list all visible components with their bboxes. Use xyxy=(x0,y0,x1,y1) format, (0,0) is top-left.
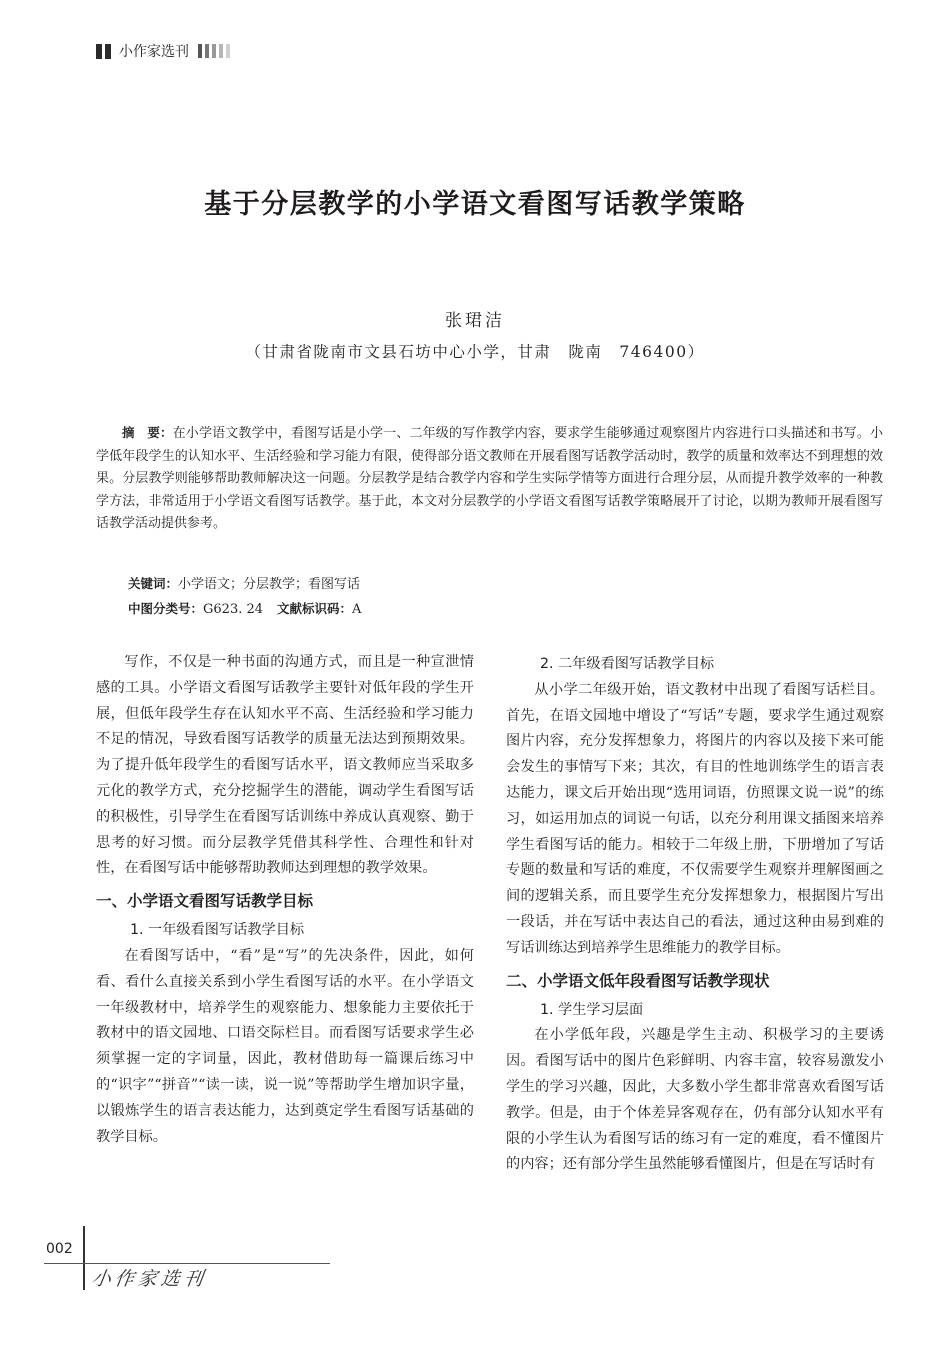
subsection-heading-1-1: 1. 一年级看图写话教学目标 xyxy=(130,922,305,939)
journal-name: 小作家选刊 xyxy=(119,44,189,60)
subsection-heading-1-2: 2. 二年级看图写话教学目标 xyxy=(540,656,715,672)
keywords-label: 关键词： xyxy=(128,576,179,591)
classification-line xyxy=(128,598,361,621)
section-heading-2: 二、小学语文低年段看图写话教学现状 xyxy=(506,971,770,990)
paragraph-2-1: 在小学低年段，兴趣是学生主动、积极学习的主要诱因。看图写话中的图片色彩鲜明、内容丰富，较容易激发小学生的学习兴趣，因此，大多数小学生都非常喜欢看图写话教学。但是，由于个体差异客观存在，仍有部分认知水平有限的小学生认为看图写话的练习有一定的难度，看不懂图片的内容；还有部分学生虽然能够看懂图片，但是在写话时有 xyxy=(506,1027,884,1173)
section-heading-1: 一、小学语文看图写话教学目标 xyxy=(96,892,314,911)
intro-paragraph: 写作，不仅是一种书面的沟通方式，而且是一种宣泄情感的工具。小学语文看图写话教学主要针对低年段的学生开展，但低年段学生存在认知水平不高、生活经验和学习能力不足的情况，导致看图写话教学的质量无法达到预期效果。为了提升低年段学生的看图写话水平，语文教师应当采取多元化的教学方式，充分挖掘学生的潜能，调动学生看图写话的积极性，引导学生在看图写话训练中养成认真观察、勤于思考的好习惯。而分层教学凭借其科学性、合理性和针对性，在看图写话中能够帮助教师达到理想的教学效果。 xyxy=(96,654,474,877)
header-bars-decoration xyxy=(96,44,111,59)
article-title: 基于分层教学的小学语文看图写话教学策略 xyxy=(204,189,746,220)
author-name: 张珺洁 xyxy=(445,311,505,331)
paragraph-1-1: 在看图写话中，“看”是“写”的先决条件，因此，如何看、看什么直接关系到小学生看图写话的水平。在小学语文一年级教材中，培养学生的观察能力、想象能力主要依托于教材中的语文园地、口语交际栏目。而看图写话要求学生必须掌握一定的字词量，因此，教材借助每一篇课后练习中的“识字”“拼音”“读一读，说一说”等帮助学生增加识字量，以锻炼学生的语言表达能力，达到奠定学生看图写话基础的教学目标。 xyxy=(96,947,474,1145)
page-number: 002 xyxy=(46,1241,73,1257)
doc-code-label: 文献标识码： xyxy=(277,601,353,616)
header-gradient-decoration xyxy=(198,44,230,58)
keywords-text: 小学语文；分层教学；看图写话 xyxy=(178,577,361,592)
author-affiliation: （甘肃省陇南市文县石坊中心小学，甘肃 陇南 746400） xyxy=(245,343,705,361)
abstract-text: 在小学语文教学中，看图写话是小学一、二年级的写作教学内容，要求学生能够通过观察图片内容进行口头描述和书写。小学低年段学生的认知水平、生活经验和学习能力有限，使得部分语文教师在开展看图写话教学活动时，教学的质量和效率达不到理想的效果。分层教学则能够帮助教师解决这一问题。分层教学是结合教学内容和学生实际学情等方面进行合理分层，从而提升教学效率的一种教学方法，非常适用于小学语文看图写话教学。基于此，本文对分层教学的小学语文看图写话教学策略展开了讨论，以期为教师开展看图写话教学活动提供参考。 xyxy=(96,426,883,531)
footer-brand-logo: 小作家选刊 xyxy=(90,1268,209,1290)
body-right-column xyxy=(506,650,884,1178)
running-header xyxy=(96,40,230,62)
doc-code-value: A xyxy=(352,602,362,617)
subsection-heading-2-1: 1. 学生学习层面 xyxy=(540,1001,644,1018)
abstract xyxy=(96,422,883,536)
footer-vertical-rule xyxy=(83,1226,85,1290)
body-left-column xyxy=(96,650,474,1150)
clc-value: G623. 24 xyxy=(203,602,264,617)
keywords xyxy=(128,573,360,596)
paragraph-1-2: 从小学二年级开始，语文教材中出现了看图写话栏目。首先，在语文园地中增设了“写话”专题，要求学生通过观察图片内容，充分发挥想象力，将图片的内容以及接下来可能会发生的事情写下来；其次，有目的性地训练学生的语言表达能力，课文后开始出现“选用词语，仿照课文说一说”的练习，如运用加点的词说一句话，以充分利用课文插图来培养学生看图写话的能力。相较于二年级上册，下册增加了写话专题的数量和写话的难度，不仅需要学生观察并理解图画之间的逻辑关系，而且要学生充分发挥想象力，根据图片写出一段话，并在写话中表达自己的看法，通过这种由易到难的写话训练达到培养学生思维能力的教学目标。 xyxy=(506,681,884,956)
clc-label: 中图分类号： xyxy=(128,601,204,616)
abstract-label: 摘 要： xyxy=(122,425,173,440)
